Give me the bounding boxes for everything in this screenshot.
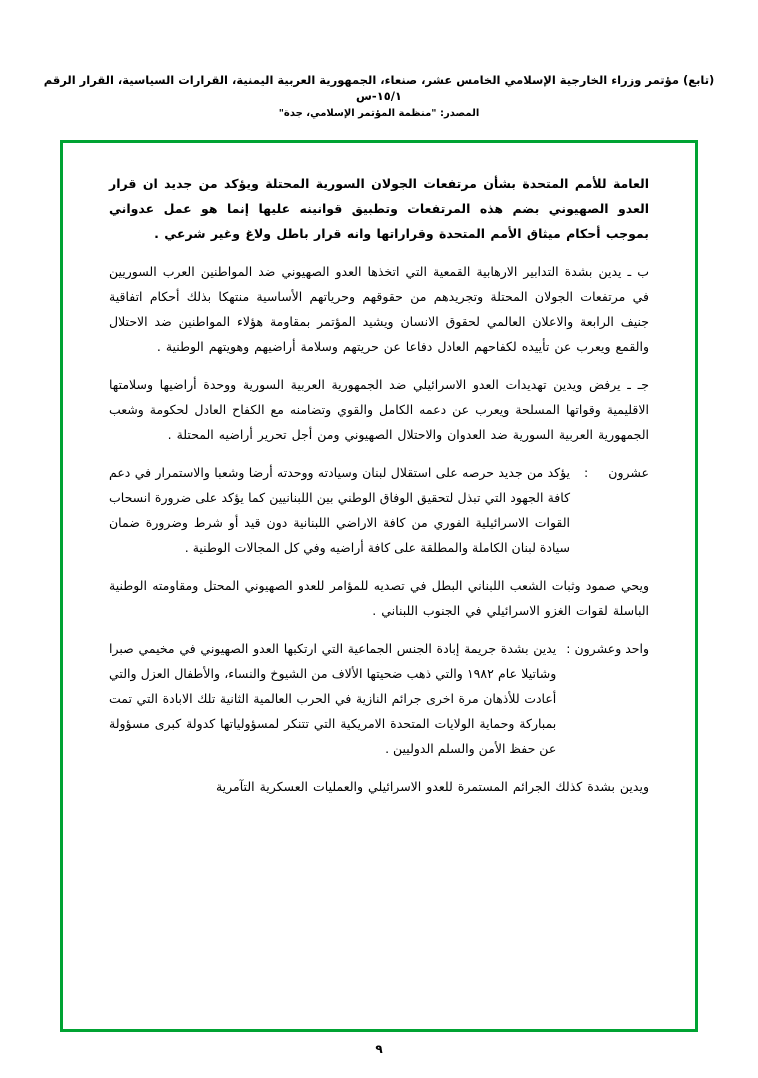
document-body [63, 143, 695, 1029]
numbered-item-twenty-number: عشرون [608, 465, 649, 480]
content-frame [60, 140, 698, 1032]
paragraph-lebanon-support: ويحي صمود وثبات الشعب اللبناني البطل في تصديه للمؤامر للعدو الصهيوني المحتل ومقاومته الوطنية الباسلة لقوات الغزو الاسرائيلي في الجنوب اللبناني . [109, 578, 649, 618]
numbered-item-twenty-text: يؤكد من جديد حرصه على استقلال لبنان وسيادته ووحدته أرضا وشعبا والاستمرار في دعم كافة الجهود التي تبذل لتحقيق الوفاق الوطني بين اللبنانيين كما يؤكد على ضرورة انسحاب القوات الاسرائيلية الفوري من كافة الاراضي اللبنانية دون قيد أو شرط وضرورة ضمان سيادة لبنان الكاملة والمطلقة على كافة أراضيه وفي كل المجالات الوطنية . [109, 465, 571, 555]
header-title-line: (تابع) مؤتمر وزراء الخارجية الإسلامي الخامس عشر، صنعاء، الجمهورية العربية اليمنية، القرارات السياسية، القرار الرقم ١٥/١-س [43, 73, 715, 103]
numbered-item-twentyone-text: يدين بشدة جريمة إبادة الجنس الجماعية التي ارتكبها العدو الصهيوني في مخيمي صبرا وشاتيلا عام ١٩٨٢ والتي ذهب ضحيتها الألاف من الشيوخ والنساء، والأطفال العزل والتي أعادت للأذهان مرة اخرى جرائم النازية في الحرب العالمية الثانية تلك الابادة التي تمت بمباركة وحماية الولايات المتحدة الامريكية التي تتنكر لمسؤولياتها كدولة كبرى مسؤولة عن حفظ الأمن والسلم الدوليين . [109, 641, 557, 756]
page-number: ٩ [375, 1042, 383, 1056]
numbered-item-twenty-colon: : [584, 465, 589, 480]
page-header [0, 72, 758, 122]
numbered-item-twentyone-number: واحد وعشرون : [566, 641, 649, 656]
header-source-line: المصدر: "منظمة المؤتمر الإسلامي، جدة" [278, 108, 480, 119]
numbered-item-twentyone [109, 636, 649, 761]
paragraph-clause-c: جـ ـ يرفض ويدين تهديدات العدو الاسرائيلي ضد الجمهورية العربية السورية ووحدة أراضيها وسلامتها الاقليمية وقواتها المسلحة ويعرب عن دعمه الكامل والقوي وتضامنه مع الكفاح العادل لحكومة وشعب الجمهورية العربية السورية ضد العدوان والاحتلال الصهيوني ومن أجل تحرير أراضيه المحتلة . [109, 377, 649, 442]
paragraph-continuation: العامة للأمم المتحدة بشأن مرتفعات الجولان السورية المحتلة ويؤكد من جديد ان قرار العدو الصهيوني بضم هذه المرتفعات وتطبيق قوانينه عليها إنما هو عمل عدواني بموجب أحكام ميثاق الأمم المتحدة وقراراتها وانه قرار باطل ولاغ وغير شرعي . [109, 176, 649, 241]
paragraph-clause-b: ب ـ يدين بشدة التدابير الارهابية القمعية التي اتخذها العدو الصهيوني ضد المواطنين العرب السوريين في مرتفعات الجولان المحتلة وتجريدهم من حقوقهم وحرياتهم الأساسية منتهكا بذلك أحكام اتفاقية جنيف الرابعة والاعلان العالمي لحقوق الانسان ويشيد المؤتمر بمقاومة هؤلاء المواطنين ضد الاحتلال والقمع ويعرب عن تأييده لكفاحهم العادل دفاعا عن حريتهم وسلامة أراضيهم وهويتهم الوطنية . [109, 264, 649, 354]
paragraph-closing: ويدين بشدة كذلك الجرائم المستمرة للعدو الاسرائيلي والعمليات العسكرية التآمرية [215, 779, 649, 794]
numbered-item-twenty [109, 460, 649, 560]
